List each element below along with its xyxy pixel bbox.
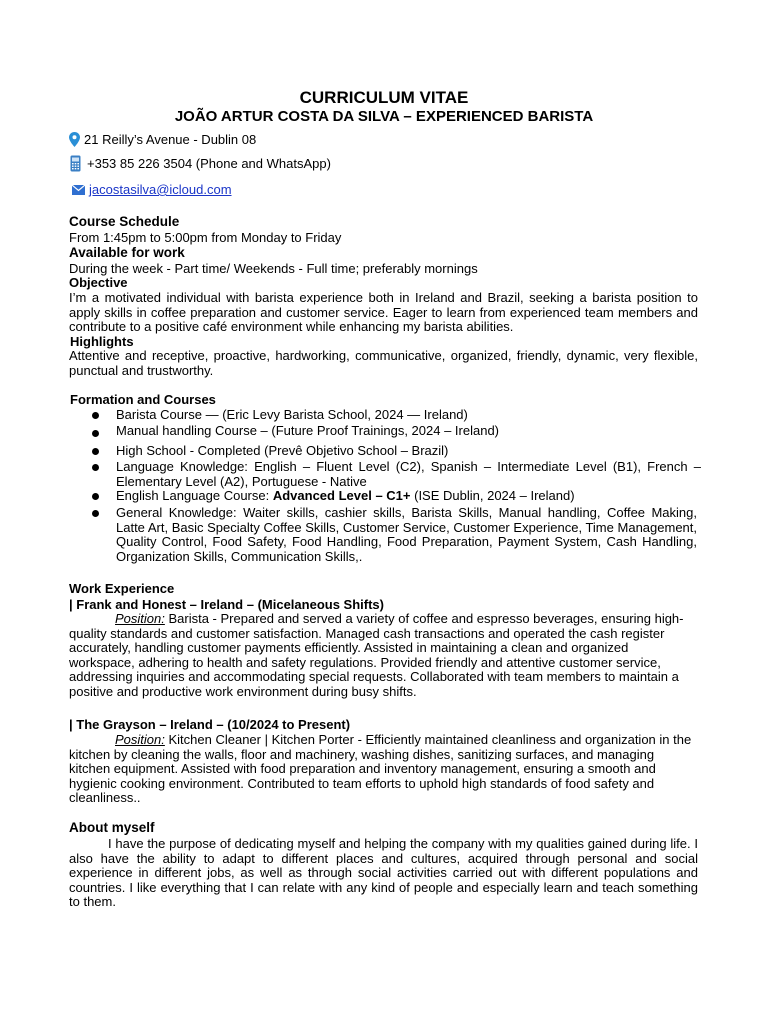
formation-item-text: Language Knowledge: English – Fluent Level (C2), Spanish – Intermediate Level (B1), French – Elementary Level (A2), Portuguese - Native <box>116 459 701 489</box>
availability-heading: Available for work <box>69 245 185 260</box>
formation-item-text: General Knowledge: Waiter skills, cashier skills, Barista Skills, Manual handling, Coffee Making, Latte Art, Basic Specialty Coffee Skills, Customer Service, Customer Experience, Time Management, Quality Control, Food Safety, Food Handling, Food Preparation, Payment System, Cash Handling, Organization Skills, Communication Skills,. <box>116 505 697 564</box>
mail-icon <box>72 185 85 195</box>
objective-heading: Objective <box>69 275 128 290</box>
formation-heading: Formation and Courses <box>70 392 216 407</box>
bullet-icon <box>92 412 99 419</box>
job-title: | The Grayson – Ireland – (10/2024 to Present) <box>69 717 351 732</box>
formation-item-text: High School - Completed (Prevê Objetivo School – Brazil) <box>116 443 449 458</box>
course-prefix: English Language Course: <box>116 488 273 503</box>
document-subtitle: JOÃO ARTUR COSTA DA SILVA – EXPERIENCED BARISTA <box>174 108 594 125</box>
formation-item-text: Barista Course — (Eric Levy Barista School, 2024 — Ireland) <box>116 407 468 422</box>
formation-item-text: Manual handling Course – (Future Proof Trainings, 2024 – Ireland) <box>116 423 499 438</box>
contact-phone <box>70 155 331 172</box>
position-label: Position: <box>115 732 165 747</box>
objective-text: I’m a motivated individual with barista experience both in Ireland and Brazil, seeking a barista position to apply skills in coffee preparation and customer service. Eager to learn from experienced team members and contribute to a positive café environment while enhancing my barista abilities. <box>69 290 698 335</box>
bullet-icon <box>92 430 99 437</box>
bullet-icon <box>92 464 99 471</box>
bullet-icon <box>92 510 99 517</box>
bullet-icon <box>92 493 99 500</box>
job-description-text: Kitchen Cleaner | Kitchen Porter - Efficiently maintained cleanliness and organization in the kitchen by cleaning the walls, floor and machinery, washing dishes, sanitizing surfaces, and managing kitchen equipment. Assisted with food preparation and inventory management, ensuring a smooth and hygienic cooking environment. Contributed to team efforts to uphold high standards of food safety and cleanliness.. <box>69 732 692 806</box>
job-title: | Frank and Honest – Ireland – (Micelaneous Shifts) <box>69 597 384 612</box>
about-text: I have the purpose of dedicating myself and helping the company with my qualities gained during life. I also have the ability to adapt to different places and cultures, acquired through personal and social experience in different jobs, as well as through social activities carried out with different populations and countries. I like everything that I can relate with any kind of people and especially learn and teach something to them. <box>69 836 698 910</box>
contact-address <box>69 132 256 147</box>
phone-text: +353 85 226 3504 (Phone and WhatsApp) <box>87 156 331 171</box>
about-heading: About myself <box>69 820 155 835</box>
job-description <box>69 612 694 700</box>
schedule-text: From 1:45pm to 5:00pm from Monday to Friday <box>69 230 342 245</box>
schedule-heading: Course Schedule <box>69 214 180 229</box>
address-text: 21 Reilly’s Avenue - Dublin 08 <box>84 132 257 147</box>
highlights-heading: Highlights <box>70 334 134 349</box>
formation-item-text <box>116 489 701 504</box>
course-suffix: (ISE Dublin, 2024 – Ireland) <box>410 488 575 503</box>
document-title: CURRICULUM VITAE <box>299 88 469 107</box>
email-link[interactable]: jacostasilva@icloud.com <box>89 182 232 197</box>
highlights-text: Attentive and receptive, proactive, hardworking, communicative, organized, friendly, dynamic, very flexible, punctual and trustworthy. <box>69 348 698 378</box>
location-pin-icon <box>69 132 80 147</box>
bullet-icon <box>92 448 99 455</box>
job-description-text: Barista - Prepared and served a variety of coffee and espresso beverages, ensuring high-quality standards and customer satisfaction. Managed cash transactions and operated the cash register accurately, handling customer payments efficiently. Assisted in maintaining a clean and organized workspace, adhering to health and safety regulations. Provided friendly and attentive customer service, addressing inquiries and accommodating special requests. Collaborated with team members to maintain a positive and productive work environment during busy shifts. <box>69 611 684 699</box>
position-label: Position: <box>115 611 165 626</box>
course-level: Advanced Level – C1+ <box>272 488 411 503</box>
availability-text: During the week - Part time/ Weekends - Full time; preferably mornings <box>69 261 478 276</box>
phone-icon <box>70 155 81 172</box>
job-description <box>69 733 698 806</box>
contact-email <box>72 182 232 197</box>
work-heading: Work Experience <box>69 581 175 596</box>
